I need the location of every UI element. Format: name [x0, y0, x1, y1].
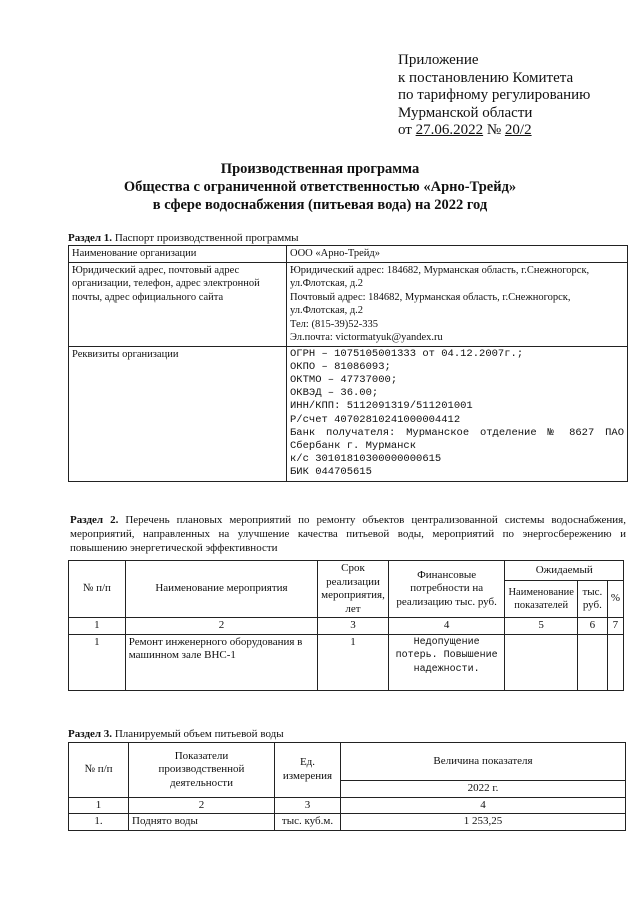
table-row: 1. Поднято воды тыс. куб.м. 1 253,25: [69, 814, 626, 831]
section2-heading: Раздел 2. Перечень плановых мероприятий по ремонту объектов централизованной системы водоснабжения, мероприятий, направленных на улучшение качества питьевой воды, мероприятий по энергосбережению и повышению энергетической эффективности: [70, 514, 626, 554]
table-row: Реквизиты организации ОГРН – 1075105001333 от 04.12.2007г.; ОКПО – 81086093; ОКТМО – 47737000; ОКВЭД – 36.00; ИНН/КПП: 5112091319/511201001 Р/счет 40702810241000004412 Банк получателя: Мурманское отделение № 8627 ПАО Сбербанк г. Мурманск к/с 30101810300000000615 БИК 044705615: [69, 346, 628, 481]
section3-heading: Раздел 3. Планируемый объем питьевой воды: [68, 728, 284, 740]
table-colnum-row: 1 2 3 4 5 6 7: [69, 618, 624, 635]
table-row: Наименование организации ООО «Арно-Трейд»: [69, 246, 628, 263]
table-header-row: 2022 г.: [69, 781, 626, 798]
passport-table: [68, 245, 628, 482]
volume-table: [68, 742, 626, 831]
document-title: Производственная программа Общества с ограниченной ответственностью «Арно-Трейд» в сфере водоснабжения (питьевая вода) на 2022 год: [123, 161, 517, 213]
table-row: Юридический адрес, почтовый адрес организации, телефон, адрес электронной почты, адрес официального сайта Юридический адрес: 184682, Мурманская область, г.Снежногорск, ул.Флотская, д.2 Почтовый адрес: 184682, Мурманская область, г.Снежногорск, ул.Флотская, д.2 Тел: (815-39)52-335 Эл.почта: victormatyuk@yandex.ru: [69, 262, 628, 346]
table-header-row: № п/п Показатели производственной деятельности Ед. измерения Величина показателя: [69, 743, 626, 781]
appendix-number: 20/2: [504, 122, 532, 138]
appendix-date: 27.06.2022: [415, 122, 484, 138]
appendix-block: [398, 52, 590, 140]
appendix-date-line: от 27.06.2022 № 20/2: [398, 122, 532, 138]
table-colnum-row: 1 2 3 4: [69, 797, 626, 814]
table-header-row: Наименование показателей тыс. руб. %: [69, 581, 624, 618]
appendix-line: Приложение: [398, 52, 479, 68]
appendix-line: к постановлению Комитета: [398, 69, 574, 86]
appendix-line: по тарифному регулированию: [398, 87, 591, 103]
table-header-row: № п/п Наименование мероприятия Срок реализации мероприятия, лет Финансовые потребности на реализацию тыс. руб. Ожидаемый: [69, 561, 624, 581]
appendix-line: Мурманской области: [398, 104, 533, 121]
measures-table: [68, 560, 624, 691]
section1-heading: Раздел 1. Паспорт производственной программы: [68, 232, 299, 244]
table-row: 1 Ремонт инженерного оборудования в машинном зале ВНС-1 1 Недопущение потерь. Повышение надежности.: [69, 634, 624, 690]
